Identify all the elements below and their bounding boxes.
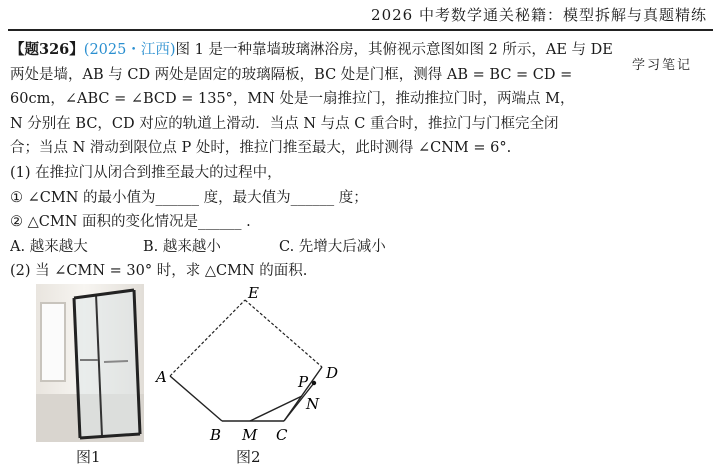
label-d: D (326, 364, 339, 382)
problem-line-1 (10, 38, 620, 63)
question-2: (2) 当 ∠CMN = 30° 时，求 △CMN 的面积. (10, 263, 308, 280)
problem-line-2: 两处是墙，AB 与 CD 两处是固定的玻璃隔板，BC 处是门框，测得 AB = BC = CD = (10, 66, 573, 83)
choice-a: A. 越来越大 (10, 238, 88, 255)
problem-line-3: 60cm，∠ABC = ∠BCD = 135°，MN 处是一扇推拉门，推动推拉门时，两端点 M， (10, 91, 575, 108)
figure-2-caption: 图2 (236, 448, 261, 466)
problem-line-5: 合；当点 N 滑动到限位点 P 处时，推拉门推至最大，此时测得 ∠CNM = 6°. (10, 140, 512, 157)
choice-b: B. 越来越小 (143, 238, 221, 255)
figure-2-diagram (150, 284, 370, 452)
study-notes-label: 学习笔记 (632, 58, 693, 73)
shower-enclosure-drawing (36, 284, 144, 442)
problem-text (10, 38, 620, 284)
problem-tag: 【题326】 (10, 41, 84, 58)
label-n: N (306, 395, 320, 413)
question-1-part-b: ② △CMN 面积的变化情况是______ . (10, 214, 251, 231)
label-e: E (248, 284, 259, 302)
wall-de (245, 300, 322, 367)
panel-ab (170, 376, 222, 421)
label-b: B (210, 426, 222, 444)
question-1-intro: (1) 在推拉门从闭合到推至最大的过程中， (10, 164, 282, 181)
wall-ae (170, 300, 245, 376)
shower-photo (36, 284, 144, 442)
label-p: P (298, 373, 309, 391)
label-m: M (242, 426, 258, 444)
limit-point-p (312, 381, 316, 385)
answer-choices (10, 235, 620, 260)
problem-line-1-text: 图 1 是一种靠墙玻璃淋浴房，其俯视示意图如图 2 所示，AE 与 DE (175, 42, 613, 58)
page-header (0, 0, 719, 30)
label-c: C (276, 426, 288, 444)
question-1-part-a: ① ∠CMN 的最小值为______ 度，最大值为______ 度； (10, 189, 368, 206)
problem-line-4: N 分别在 BC，CD 对应的轨道上滑动．当点 N 与点 C 重合时，推拉门与门框完全闭 (10, 115, 559, 132)
choice-c: C. 先增大后减小 (279, 238, 386, 255)
problem-source: (2025・江西) (83, 42, 176, 58)
header-rule (8, 29, 713, 31)
figure-1-caption: 图1 (76, 448, 101, 466)
label-a: A (156, 368, 167, 386)
book-title: 2026 中考数学通关秘籍：模型拆解与真题精练 (371, 6, 707, 24)
